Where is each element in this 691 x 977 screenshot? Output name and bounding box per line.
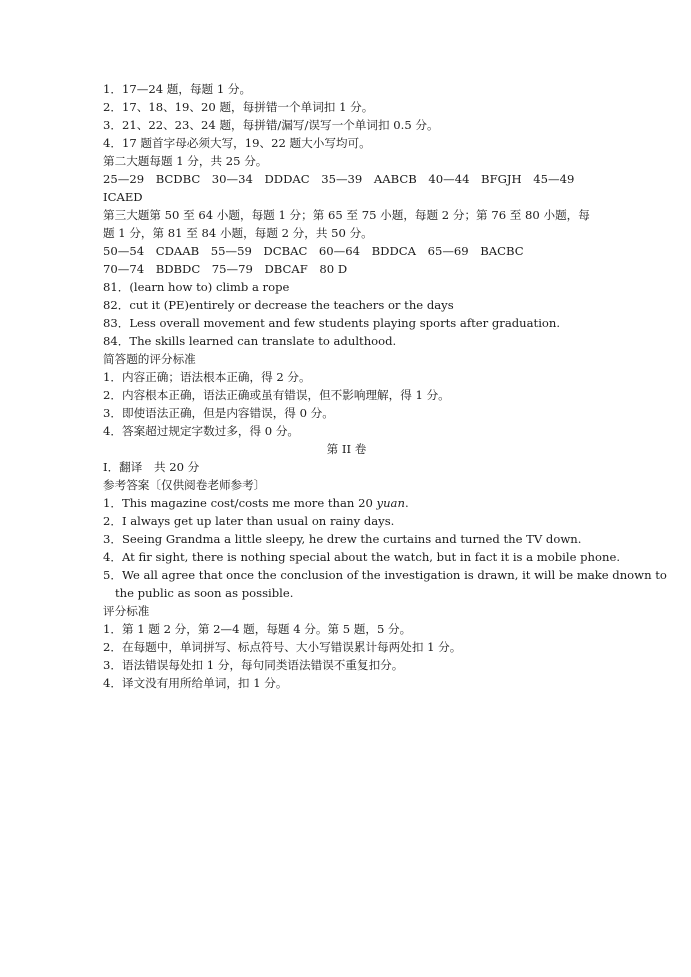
scoring-item: 4．译文没有用所给单词，扣 1 分。 xyxy=(103,676,288,690)
volume-title: 第 II 卷 xyxy=(326,442,367,456)
scoring-item: 1．第 1 题 2 分，第 2—4 题，每题 4 分。第 5 题，5 分。 xyxy=(103,622,412,636)
translation-answer-2: 2．I always get up later than usual on rainy days. xyxy=(103,514,395,528)
section-heading: I．翻译 共 20 分 xyxy=(103,460,200,474)
short-answer-item: 82．cut it (PE)entirely or decrease the teachers or the days xyxy=(103,298,454,312)
scoring-heading: 评分标准 xyxy=(103,604,150,618)
part3-heading: 第三大题第 50 至 64 小题，每题 1 分；第 65 至 75 小题，每题 2 分；第 76 至 80 小题，每 xyxy=(103,208,590,222)
italic-term: yuan xyxy=(376,496,405,510)
page-content xyxy=(103,80,667,692)
scoring-item: 2．在每题中，单词拼写、标点符号、大小写错误累计每两处扣 1 分。 xyxy=(103,640,462,654)
criteria-item: 1．内容正确；语法根本正确，得 2 分。 xyxy=(103,370,311,384)
rule-item: 2．17、18、19、20 题，每拼错一个单词扣 1 分。 xyxy=(103,100,374,114)
short-answer-item: 81．(learn how to) climb a rope xyxy=(103,280,290,294)
part2-answers-continued: ICAED xyxy=(103,190,143,204)
answer-text: 1．This magazine cost/costs me more than 20 xyxy=(103,496,377,510)
criteria-item: 2．内容根本正确，语法正确或虽有错误，但不影响理解，得 1 分。 xyxy=(103,388,450,402)
short-answer-item: 83．Less overall movement and few students playing sports after graduation. xyxy=(103,316,561,330)
part2-answers: 25—29 BCDBC 30—34 DDDAC 35—39 AABCB 40—44 BFGJH 45—49 xyxy=(103,172,575,186)
criteria-item: 3．即使语法正确，但是内容错误，得 0 分。 xyxy=(103,406,334,420)
translation-answer-3: 3．Seeing Grandma a little sleepy, he drew the curtains and turned the TV down. xyxy=(103,532,582,546)
criteria-item: 4．答案超过规定字数过多，得 0 分。 xyxy=(103,424,300,438)
part3-heading-continued: 题 1 分，第 81 至 84 小题，每题 2 分，共 50 分。 xyxy=(103,226,373,240)
criteria-heading: 简答题的评分标准 xyxy=(103,352,196,366)
scoring-item: 3．语法错误每处扣 1 分，每句同类语法错误不重复扣分。 xyxy=(103,658,404,672)
part2-heading: 第二大题每题 1 分，共 25 分。 xyxy=(103,154,268,168)
rule-item: 4．17 题首字母必须大写，19、22 题大小写均可。 xyxy=(103,136,371,150)
answer-punct: . xyxy=(404,496,409,510)
reference-label: 参考答案〔仅供阅卷老师参考〕 xyxy=(103,478,266,492)
short-answer-item: 84．The skills learned can translate to adulthood. xyxy=(103,334,397,348)
rule-item: 1．17—24 题，每题 1 分。 xyxy=(103,82,252,96)
part3-answers-continued: 70—74 BDBDC 75—79 DBCAF 80 D xyxy=(103,262,348,276)
translation-answer-5: 5．We all agree that once the conclusion of the investigation is drawn, it will be make dnown to xyxy=(103,568,667,582)
part3-answers: 50—54 CDAAB 55—59 DCBAC 60—64 BDDCA 65—69 BACBC xyxy=(103,244,524,258)
translation-answer-4: 4．At fir sight, there is nothing special about the watch, but in fact it is a mobile phone. xyxy=(103,550,621,564)
rule-item: 3．21、22、23、24 题，每拼错/漏写/误写一个单词扣 0.5 分。 xyxy=(103,118,439,132)
translation-answer-5-continued: the public as soon as possible. xyxy=(115,586,294,600)
translation-answer-1 xyxy=(103,494,590,512)
